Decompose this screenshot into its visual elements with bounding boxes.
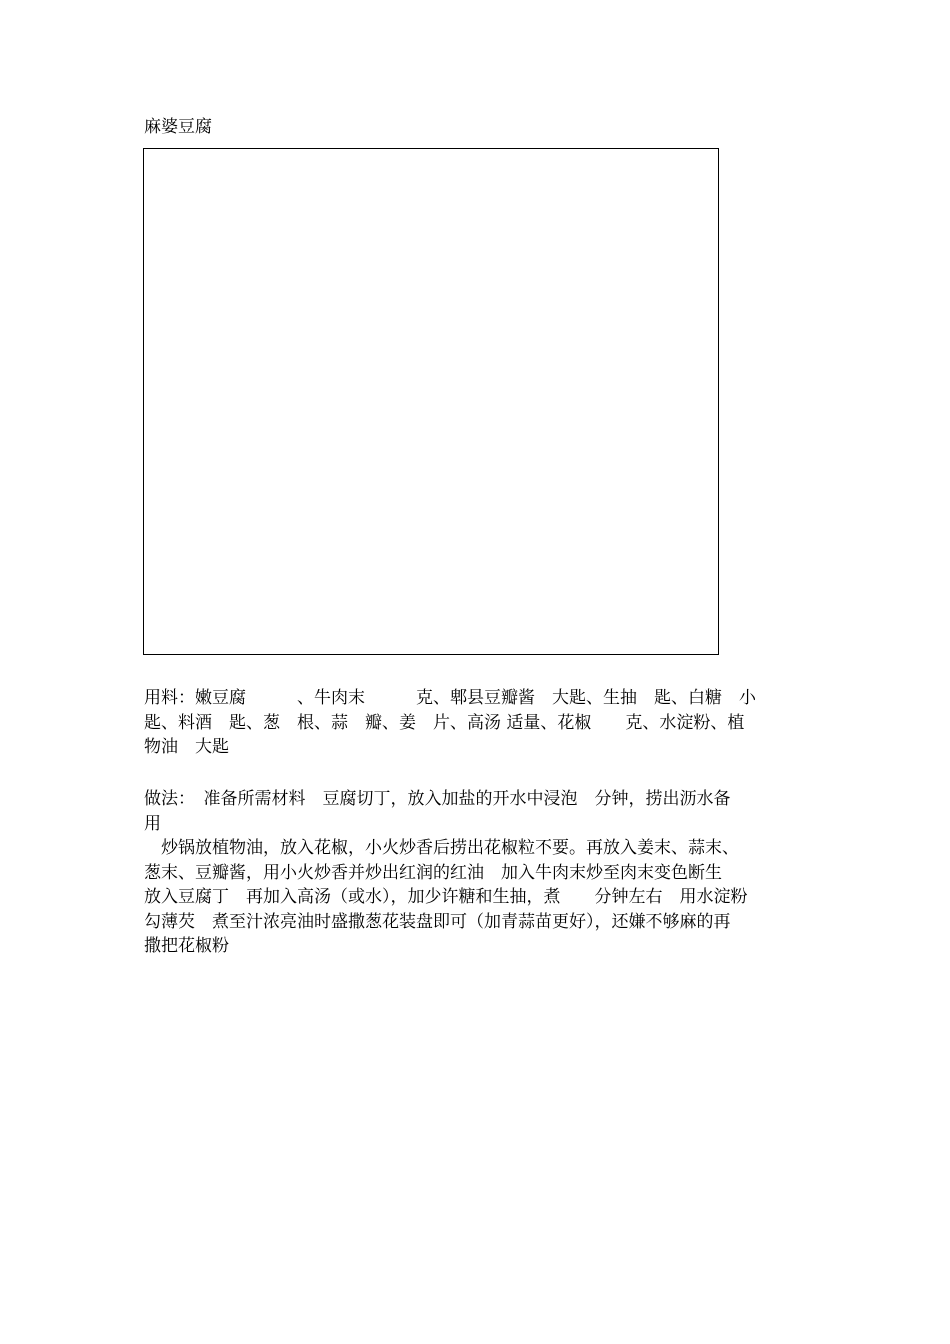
ingredients-line: 匙、料酒 匙、葱 根、蒜 瓣、姜 片、高汤 适量、花椒 克、水淀粉、植: [144, 712, 745, 733]
method-line: 放入豆腐丁 再加入高汤（或水），加少许糖和生抽，煮 分钟左右 用水淀粉: [144, 887, 748, 907]
method-line: 撒把花椒粉: [144, 936, 229, 956]
method-line: 葱末、豆瓣酱，用小火炒香并炒出红润的红油 加入牛肉末炒至肉末变色断生: [144, 862, 722, 883]
ingredients-paragraph: [144, 686, 810, 760]
recipe-title: 麻婆豆腐: [144, 117, 212, 137]
method-line: 炒锅放植物油，放入花椒，小火炒香后捞出花椒粒不要。再放入姜末、蒜末、: [144, 838, 739, 858]
ingredients-line: 用料：嫩豆腐 、牛肉末 克、郫县豆瓣酱 大匙、生抽 匙、白糖 小: [144, 688, 756, 708]
method-line: 勾薄芡 煮至汁浓亮油时盛撒葱花装盘即可（加青蒜苗更好），还嫌不够麻的再: [144, 911, 731, 932]
image-placeholder-frame: [143, 148, 719, 655]
method-line: 做法： 准备所需材料 豆腐切丁，放入加盐的开水中浸泡 分钟，捞出沥水备: [144, 789, 731, 809]
method-line: 用: [144, 813, 161, 834]
method-paragraph: [144, 787, 810, 959]
ingredients-line: 物油 大匙: [144, 737, 229, 757]
